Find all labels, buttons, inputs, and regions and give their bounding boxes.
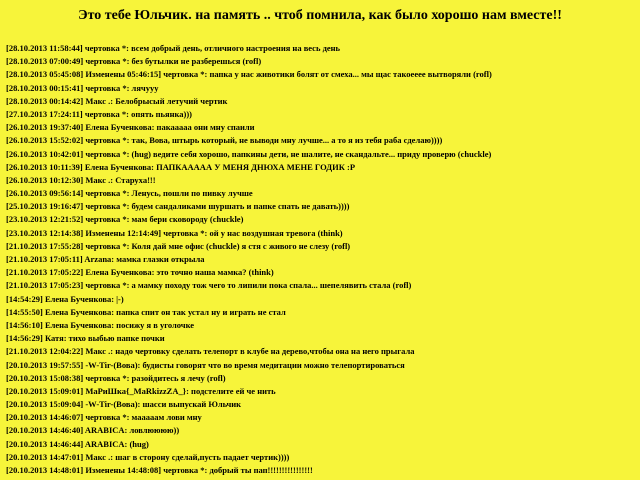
chat-message: [28.10.2013 00:15:41] чертовка *: лячууу [6, 82, 159, 93]
chat-message: [26.10.2013 09:56:14] чертовка *: Ленусь, пошли по пивку лучше [6, 188, 253, 199]
chat-message: [25.10.2013 19:16:47] чертовка *: будем сандаликами шуршать и папке спать не давать)))) [6, 201, 350, 212]
chat-message: [20.10.2013 15:08:38] чертовка *: разойдитесь я лечу (rofl) [6, 372, 226, 383]
chat-message: [20.10.2013 14:47:01] Макс .: шаг в сторону сделай,пусть падает чертик)))) [6, 451, 290, 462]
chat-message: [28.10.2013 05:45:08] Изменены 05:46:15] чертовка *: папка у нас животики болят от смеха... мы щас такоееее вытворяли (rofl) [6, 69, 492, 80]
chat-message: [28.10.2013 07:00:49] чертовка *: без бутылки не разберешься (rofl) [6, 56, 262, 67]
chat-message: [28.10.2013 11:58:44] чертовка *: всем добрый день, отличного настроения на весь день [6, 43, 341, 53]
chat-message: [14:56:10] Елена Бученкова: посижу я в уголочке [6, 319, 195, 330]
chat-message: [23.10.2013 12:14:38] Изменены 12:14:49] чертовка *: ой у нас воздушная тревога (think) [6, 227, 343, 238]
chat-message: [26.10.2013 19:37:40] Елена Бученкова: пакааааа они мну спаили [6, 122, 255, 133]
chat-message: [20.10.2013 14:48:01] Изменены 14:48:08] чертовка *: добрый ты пап!!!!!!!!!!!!!!!! [6, 465, 313, 475]
chat-message: [20.10.2013 15:09:01] МаРиШка{_MaRkizzZA_}: подстелите ей че нить [6, 385, 276, 396]
chat-message: [21.10.2013 17:05:23] чертовка *: а мамку походу тож чего то липили пока спала... шепелявить стала (rofl) [6, 280, 412, 291]
chat-message: [14:56:29] Катя: тихо выбью папке почки [6, 333, 165, 344]
chat-log [6, 42, 636, 477]
chat-message: [28.10.2013 00:14:42] Макс .: Белобрысый летучий чертик [6, 95, 228, 106]
chat-message: [26.10.2013 10:12:30] Макс .: Старуха!!! [6, 174, 156, 185]
chat-message: [20.10.2013 15:09:04] -W-Tir-(Вова): шасси выпускай Юльчик [6, 399, 242, 410]
chat-message: [20.10.2013 14:46:07] чертовка *: мааааам лови мну [6, 412, 202, 423]
chat-message: [21.10.2013 17:05:22] Елена Бученкова: это точно наша мамка? (think) [6, 267, 274, 278]
chat-message: [14:55:50] Елена Бученкова: папка спит он так устал ну и играть не стал [6, 306, 286, 317]
chat-message: [21.10.2013 17:05:11] Arzana: мамка глазки открыла [6, 254, 205, 264]
chat-message: [26.10.2013 10:42:01] чертовка *: (hug) ведите себя хорошо, папкины дети, не шалите, не скандальте... приду проверю (chuckle) [6, 148, 492, 159]
chat-message: [20.10.2013 14:46:44] ARABICA: (hug) [6, 438, 149, 449]
page-title: Это тебе Юльчик. на память .. чтоб помнила, как было хорошо нам вместе!! [78, 8, 562, 23]
chat-message: [26.10.2013 10:11:39] Елена Бученкова: ПАПКААААА У МЕНЯ ДНЮХА МЕНЕ ГОДИК :P [6, 161, 356, 172]
chat-message: [14:54:29] Елена Бученкова: |-) [6, 293, 124, 304]
chat-message: [27.10.2013 17:24:11] чертовка *: опять пьянка))) [6, 108, 193, 119]
chat-message: [23.10.2013 12:21:52] чертовка *: мам бери сковороду (chuckle) [6, 214, 244, 225]
chat-message: [20.10.2013 14:46:40] ARABICA: ловлюююю)) [6, 425, 180, 436]
chat-message: [20.10.2013 19:57:55] -W-Tir-(Вова): будисты говорят что во время медитации можно телепортироваться [6, 359, 405, 370]
chat-message: [21.10.2013 12:04:22] Макс .: надо чертовку сделать телепорт в клубе на дерево,чтобы она на него прыгала [6, 346, 415, 357]
chat-message: [26.10.2013 15:52:02] чертовка *: так, Вова, штырь который, не выводи мну лучше... а то я из тебя раба сделаю)))) [6, 135, 443, 146]
chat-message: [21.10.2013 17:55:28] чертовка *: Коля дай мне офис (chuckle) я стя с живого не слезу (rofl) [6, 240, 351, 251]
